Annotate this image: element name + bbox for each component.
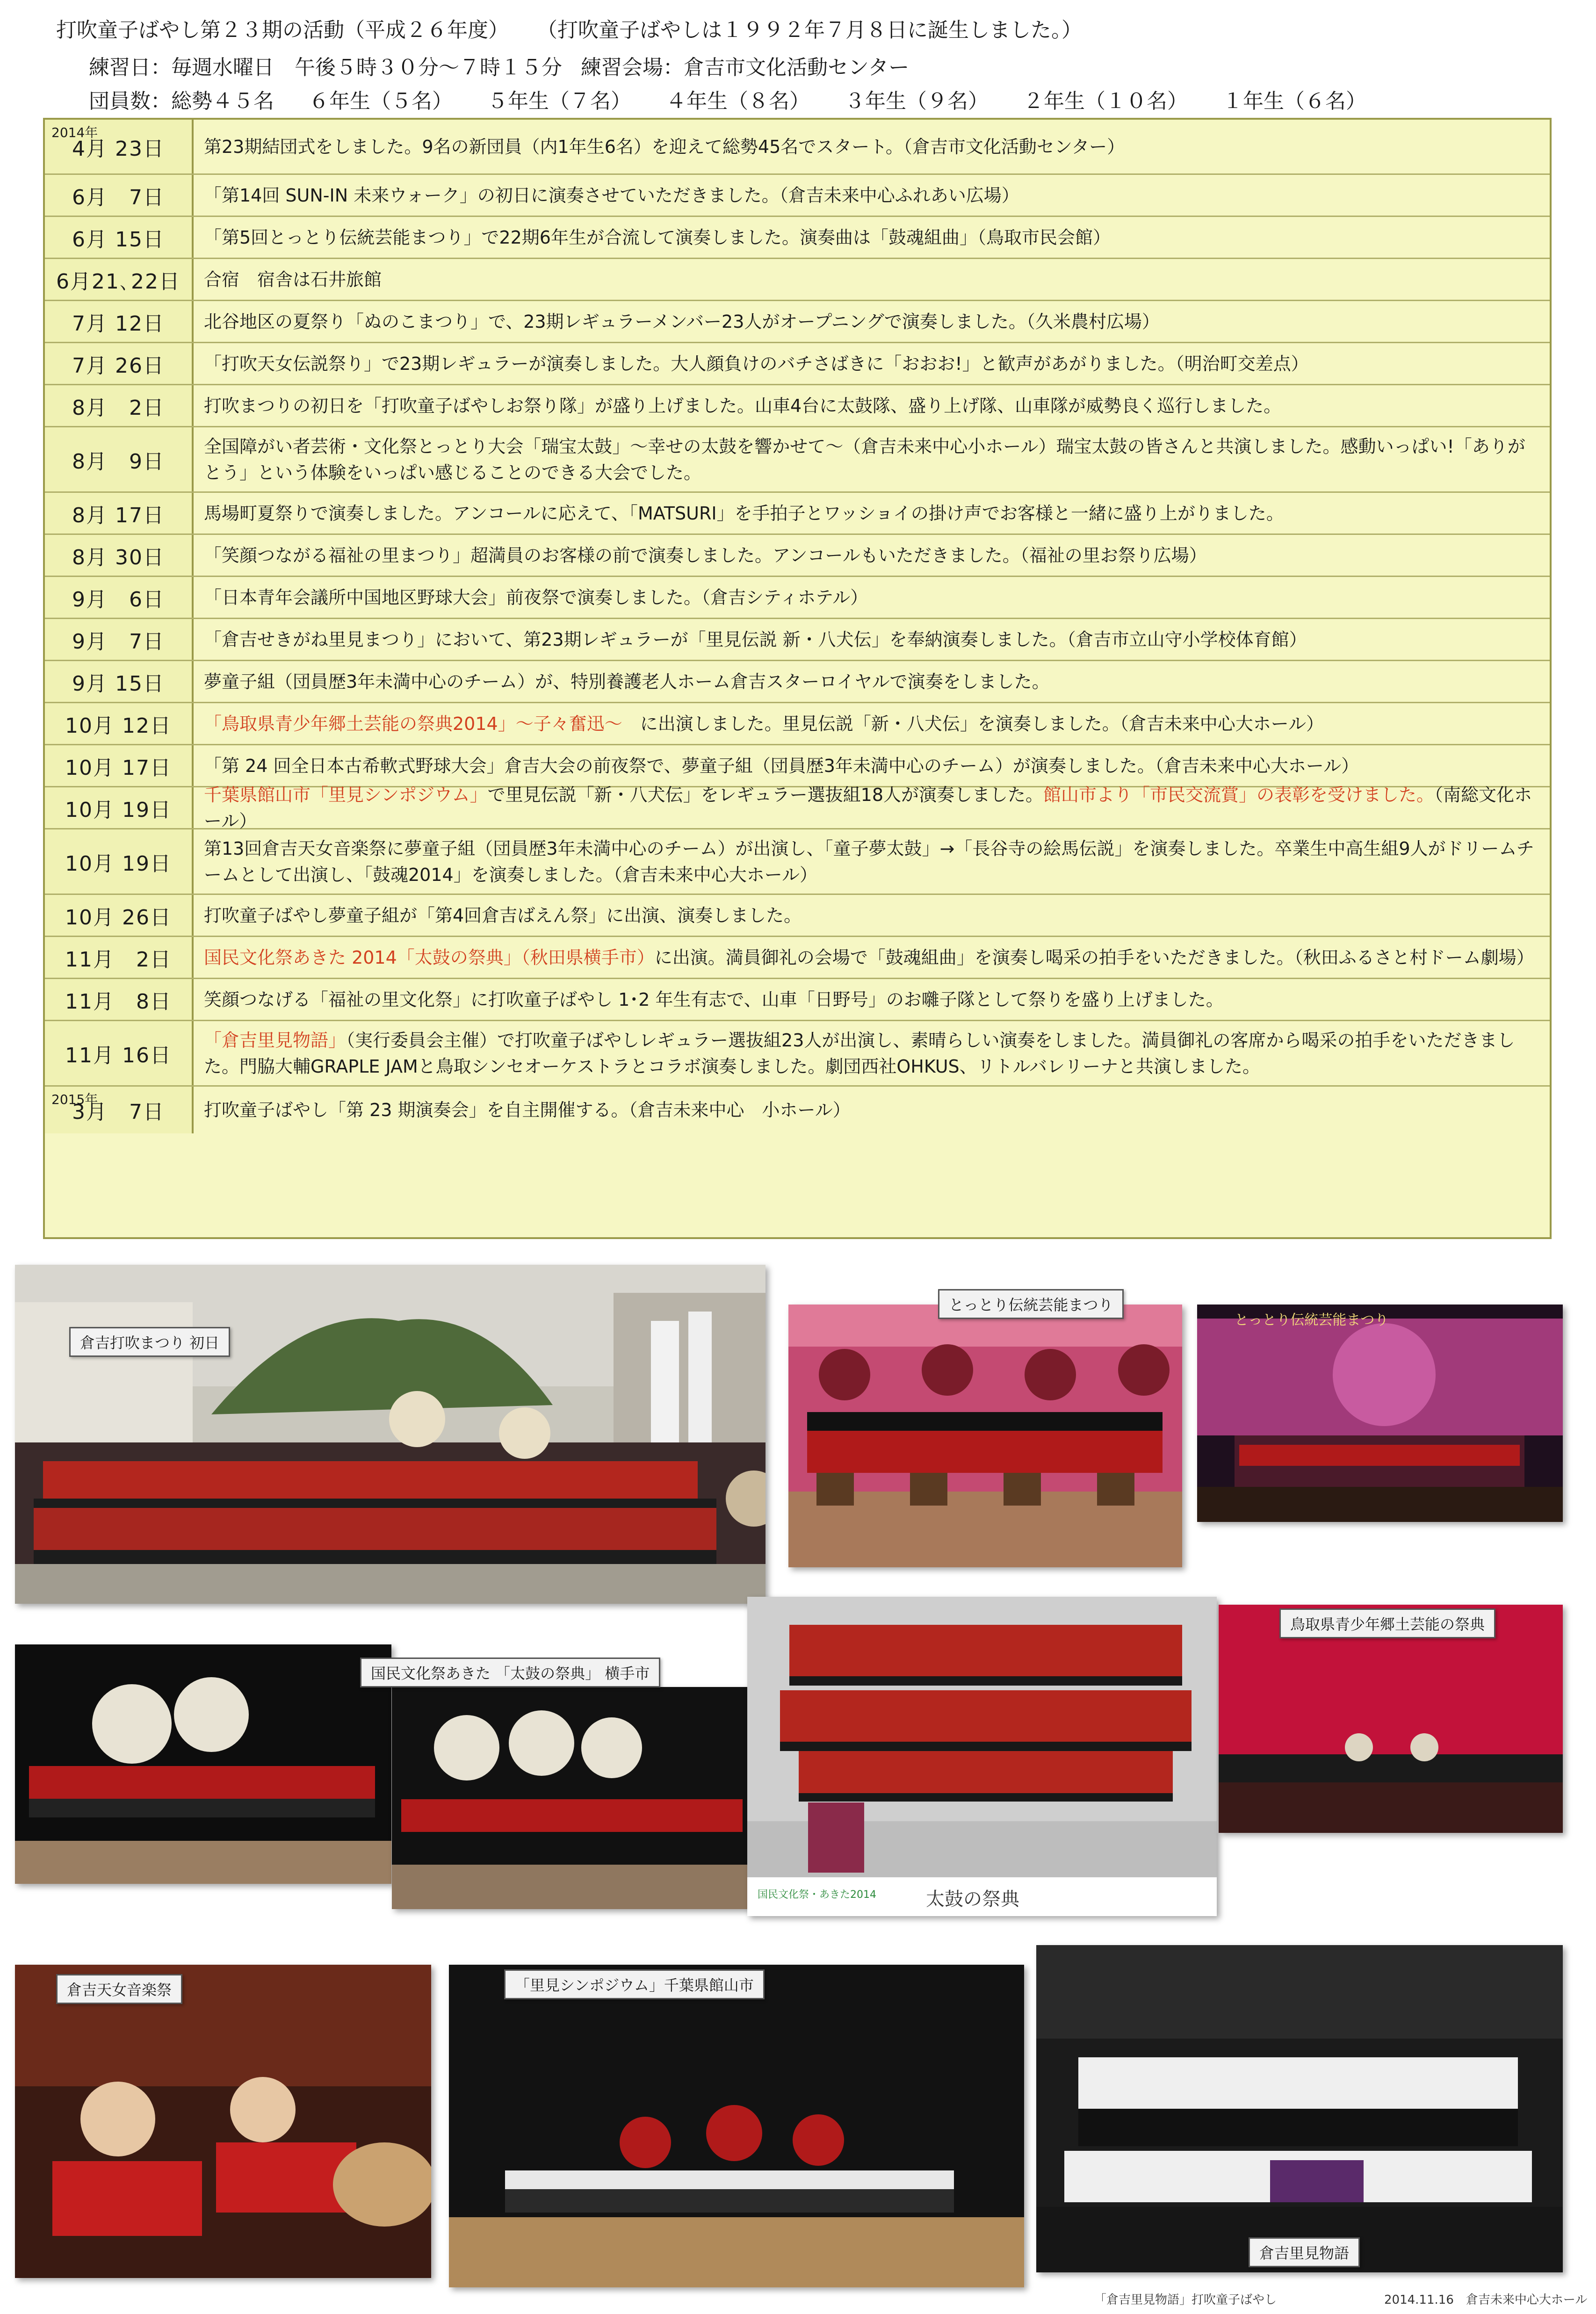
table-row: [45, 937, 1550, 979]
table-row: [45, 1087, 1550, 1133]
event-date: 11月 2日: [65, 947, 172, 972]
table-row: [45, 120, 1550, 175]
event-text: 夢童子組（団員歴3年未満中心のチーム）が、特別養護老人ホーム倉吉スターロイヤルで演奏をしました。: [204, 671, 1050, 692]
event-date: 4月 23日: [72, 137, 165, 161]
table-row: [45, 175, 1550, 217]
event-date-cell: [45, 979, 194, 1020]
table-row: [45, 619, 1550, 661]
event-date-cell: [45, 175, 194, 216]
event-date: 6月 7日: [72, 185, 165, 209]
photo-kurayoshi-satomi-story: [1036, 1945, 1563, 2272]
table-row: [45, 703, 1550, 745]
photo-caption-symposium: 「里見シンポジウム」千葉県館山市: [504, 1969, 765, 1999]
event-year: 2014年: [51, 125, 98, 140]
founding-note: （打吹童子ばやしは１９９２年７月８日に誕生しました。）: [537, 18, 1082, 42]
event-date-cell: [45, 259, 194, 300]
event-date-cell: [45, 895, 194, 936]
photo-title-taiko: 太鼓の祭典: [926, 1889, 1019, 1910]
event-description: [194, 577, 1550, 618]
event-date-cell: [45, 217, 194, 258]
event-description: [194, 427, 1550, 491]
event-date: 10月 12日: [65, 714, 172, 738]
photo-tottori-festival-stage: [788, 1305, 1182, 1567]
photo-caption-festival: 倉吉打吹まつり 初日: [69, 1327, 230, 1357]
highlight-text: 国民文化祭あきた 2014「太鼓の祭典」（秋田県横手市）: [204, 947, 655, 968]
event-date-cell: [45, 385, 194, 426]
photo-akita-stage-left: [15, 1644, 391, 1884]
event-description: [194, 175, 1550, 216]
photo-group-portrait: [747, 1597, 1217, 1916]
event-description: [194, 1021, 1550, 1085]
event-date: 9月 15日: [72, 671, 165, 696]
photo-caption-tennyo: 倉吉天女音楽祭: [56, 1974, 182, 2004]
photo-festival-day1: [15, 1265, 766, 1604]
photo-footer-left: 「倉吉里見物語」打吹童子ばやし: [1094, 2293, 1277, 2307]
event-date: 8月 2日: [72, 396, 165, 420]
member-total: 団員数：総勢４５名: [89, 89, 274, 113]
member-grade6: ６年生（５名）: [309, 89, 453, 113]
event-date-cell: [45, 1021, 194, 1085]
banner-text-tottori: とっとり伝統芸能まつり: [1235, 1312, 1389, 1328]
event-date-cell: [45, 577, 194, 618]
event-date: 10月 19日: [65, 798, 172, 822]
table-row: [45, 217, 1550, 259]
event-text: 第23期結団式をしました。9名の新団員（内1年生6名）を迎えて総勢45名でスタート。（倉吉市文化活動センター）: [204, 136, 1125, 157]
activity-table: [43, 118, 1552, 1239]
event-text: に出演しました。里見伝説「新・八犬伝」を演奏しました。（倉吉未来中心大ホール）: [622, 713, 1324, 734]
table-row: [45, 385, 1550, 427]
event-date-cell: [45, 937, 194, 978]
event-description: [194, 259, 1550, 300]
header-line-members: [89, 84, 1366, 114]
event-text: 打吹童子ばやし夢童子組が「第4回倉吉ばえん祭」に出演、演奏しました。: [204, 905, 802, 926]
event-date: 8月 9日: [72, 449, 165, 474]
event-date: 7月 26日: [72, 353, 165, 378]
event-description: [194, 895, 1550, 936]
event-date: 7月 12日: [72, 311, 165, 336]
event-date: 9月 6日: [72, 587, 165, 612]
event-description: [194, 979, 1550, 1020]
event-date: 6月21､22日: [56, 269, 181, 294]
event-description: [194, 493, 1550, 533]
photo-tottori-festival-wide: [1197, 1305, 1563, 1522]
event-text: 「打吹天女伝説祭り」で23期レギュラーが演奏しました。大人顔負けのバチさばきに「おおお!」と歓声があがりました。（明治町交差点）: [204, 353, 1309, 374]
member-grade5: ５年生（７名）: [487, 89, 631, 113]
photo-logo-akita: 国民文化祭・あきた2014: [758, 1889, 876, 1901]
event-description: [194, 301, 1550, 342]
event-date: 8月 17日: [72, 503, 165, 527]
event-description: [194, 937, 1550, 978]
event-date: 11月 16日: [65, 1043, 172, 1067]
event-date: 10月 26日: [65, 905, 172, 930]
event-description: [194, 535, 1550, 576]
event-date-cell: [45, 535, 194, 576]
highlight-text: 「倉吉里見物語」: [204, 1030, 347, 1051]
header-line-practice: [89, 50, 909, 80]
event-date-cell: [45, 493, 194, 533]
table-row: [45, 784, 1550, 831]
event-text: 「笑顔つながる福祉の里まつり」超満員のお客様の前で演奏しました。アンコールもいただきました。（福祉の里お祭り広場）: [204, 545, 1207, 566]
event-description: [194, 619, 1550, 660]
event-text: 全国障がい者芸術・文化祭とっとり大会「瑞宝太鼓」〜幸せの太鼓を響かせて〜（倉吉未来中心小ホール）瑞宝太鼓の皆さんと共演しました。感動いっぱい!「ありがとう」という体験をいっぱい感じることのできる大会でした。: [204, 436, 1525, 483]
table-row: [45, 745, 1550, 787]
table-row: [45, 259, 1550, 301]
table-row: [45, 979, 1550, 1021]
photo-caption-tottori: とっとり伝統芸能まつり: [938, 1289, 1124, 1319]
event-text: に出演。満員御礼の会場で「鼓魂組曲」を演奏し喝采の拍手をいただきました。（秋田ふるさと村ドーム劇場）: [654, 947, 1534, 968]
photo-caption-satomi-story: 倉吉里見物語: [1249, 2237, 1360, 2267]
event-date-cell: [45, 301, 194, 342]
event-text: 「第5回とっとり伝統芸能まつり」で22期6年生が合流して演奏しました。演奏曲は「鼓魂組曲」（鳥取市民会館）: [204, 227, 1111, 248]
event-description: [194, 343, 1550, 384]
table-row: [45, 895, 1550, 937]
event-year: 2015年: [51, 1092, 98, 1107]
event-date-cell: [45, 120, 194, 173]
table-row: [45, 1021, 1550, 1087]
event-text: 打吹童子ばやし「第 23 期演奏会」を自主開催する。（倉吉未来中心 小ホール）: [204, 1100, 851, 1120]
table-row: [45, 427, 1550, 493]
photo-akita-stage-right: [392, 1687, 755, 1909]
event-date-cell: [45, 787, 194, 828]
event-date-cell: [45, 619, 194, 660]
table-row: [45, 661, 1550, 703]
table-row: [45, 343, 1550, 385]
event-description: [194, 217, 1550, 258]
event-date-cell: [45, 661, 194, 702]
event-description: [194, 784, 1550, 831]
header-line-title: [56, 13, 1082, 43]
event-date: 6月 15日: [72, 227, 165, 252]
photo-youth-festival: [1219, 1605, 1563, 1833]
photo-satomi-symposium: [449, 1965, 1024, 2287]
event-text: 「第14回 SUN-IN 未来ウォーク」の初日に演奏させていただきました。（倉吉未来中心ふれあい広場）: [204, 185, 1019, 206]
page-title: 打吹童子ばやし第２３期の活動（平成２６年度）: [56, 18, 509, 42]
event-text: 打吹まつりの初日を「打吹童子ばやしお祭り隊」が盛り上げました。山車4台に太鼓隊、盛り上げ隊、山車隊が威勢良く巡行しました。: [204, 395, 1282, 416]
practice-day: 練習日：毎週水曜日 午後５時３０分〜７時１５分: [89, 56, 562, 79]
event-description: [194, 1087, 1550, 1133]
member-grade4: ４年生（８名）: [666, 89, 810, 113]
event-date-cell: [45, 427, 194, 491]
event-text: 馬場町夏祭りで演奏しました。アンコールに応えて、「MATSURI」を手拍子とワッショイの掛け声でお客様と一緒に盛り上がりました。: [204, 503, 1284, 524]
event-text: （南総文化ホール）: [204, 784, 1532, 831]
highlight-text: 「鳥取県青少年郷土芸能の祭典2014」〜子々奮迅〜: [204, 713, 622, 734]
table-row: [45, 301, 1550, 343]
event-date: 9月 7日: [72, 629, 165, 654]
event-text: 北谷地区の夏祭り「ぬのこまつり」で、23期レギュラーメンバー23人がオープニングで演奏しました。（久米農村広場）: [204, 311, 1160, 332]
event-text: 合宿 宿舎は石井旅館: [204, 269, 382, 290]
event-text: （実行委員会主催）で打吹童子ばやしレギュラー選抜組23人が出演し、素晴らしい演奏をしました。満員御礼の客席から喝采の拍手をいただきました。門脇大輔GRAPLE JAMと鳥取シンセオーケストラとコラボ演奏しました。劇団西社OHKUS、リトルバレリーナと共演しました。: [204, 1030, 1515, 1077]
event-date: 10月 17日: [65, 756, 172, 780]
event-date-cell: [45, 703, 194, 744]
event-description: [194, 703, 1550, 744]
event-text: で里見伝説「新・八犬伝」をレギュラー選抜組18人が演奏しました。: [487, 784, 1044, 805]
highlight-text: 千葉県館山市「里見シンポジウム」: [204, 784, 488, 805]
event-description: [194, 661, 1550, 702]
event-date-cell: [45, 745, 194, 786]
event-text: 「第 24 回全日本古希軟式野球大会」倉吉大会の前夜祭で、夢童子組（団員歴3年未満中心のチーム）が演奏しました。（倉吉未来中心大ホール）: [204, 755, 1359, 776]
event-description: [194, 385, 1550, 426]
event-date-cell: [45, 829, 194, 894]
event-description: [194, 745, 1550, 786]
event-date: 3月 7日: [72, 1100, 165, 1124]
event-date: 8月 30日: [72, 545, 165, 569]
practice-venue: 練習会場：倉吉市文化活動センター: [581, 56, 910, 79]
highlight-text: 館山市より「市民交流賞」の表彰を受けました。: [1043, 784, 1435, 805]
member-grade2: ２年生（１０名）: [1023, 89, 1188, 113]
photo-caption-youth: 鳥取県青少年郷土芸能の祭典: [1279, 1608, 1495, 1638]
event-description: [194, 120, 1550, 173]
table-row: [45, 829, 1550, 895]
photo-footer-right: 2014.11.16 倉吉未来中心大ホール: [1384, 2293, 1588, 2307]
event-text: 「日本青年会議所中国地区野球大会」前夜祭で演奏しました。（倉吉シティホテル）: [204, 587, 868, 608]
table-row: [45, 535, 1550, 577]
photo-caption-akita: 国民文化祭あきた 「太鼓の祭典」 横手市: [360, 1658, 660, 1687]
member-grade3: ３年生（９名）: [845, 89, 989, 113]
table-row: [45, 577, 1550, 619]
member-grade1: １年生（６名）: [1222, 89, 1366, 113]
event-text: 「倉吉せきがね里見まつり」において、第23期レギュラーが「里見伝説 新・八犬伝」を奉納演奏しました。（倉吉市立山守小学校体育館）: [204, 629, 1307, 650]
event-date-cell: [45, 1087, 194, 1133]
event-text: 第13回倉吉天女音楽祭に夢童子組（団員歴3年未満中心のチーム）が出演し、「童子夢太鼓」→「長谷寺の絵馬伝説」を演奏しました。卒業生中高生組9人がドリームチームとして出演し、「鼓魂2014」を演奏しました。（倉吉未来中心大ホール）: [204, 838, 1534, 885]
table-row: [45, 493, 1550, 535]
event-description: [194, 829, 1550, 894]
photo-tennyo-music-festival: [15, 1965, 431, 2278]
event-date: 11月 8日: [65, 989, 172, 1014]
event-text: 笑顔つなげる「福祉の里文化祭」に打吹童子ばやし 1･2 年生有志で、山車「日野号」のお囃子隊として祭りを盛り上げました。: [204, 989, 1224, 1010]
event-date-cell: [45, 343, 194, 384]
event-date: 10月 19日: [65, 851, 172, 876]
